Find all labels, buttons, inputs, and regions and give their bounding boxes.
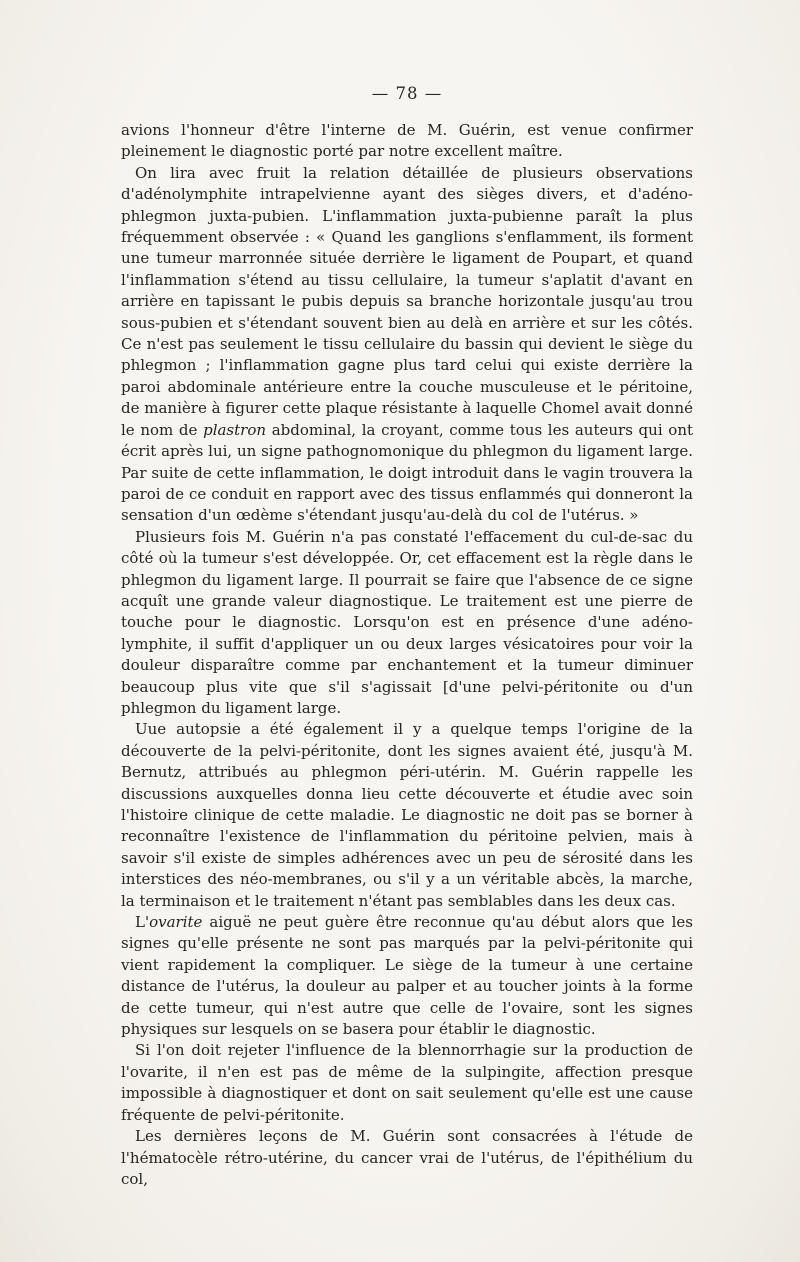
text-run: Uue autopsie a été également il y a quelque temps l'origine de la découverte de la pelvi-péritonite, dont les signes avaient été, jusqu'à M. Bernutz, attribués au phlegmon péri-utérin. M. Guérin rappelle les discussions auxquelles donna lieu cette découverte et étudie avec soin l'histoire clinique de cette maladie. Le diagnostic ne doit pas se borner à reconnaître l'existence de l'inflammation du péritoine pelvien, mais à savoir s'il existe de simples adhérences avec un peu de sérosité dans les interstices des néo-membranes, ou s'il y a un véritable abcès, la marche, la terminaison et le traitement n'étant pas semblables dans les deux cas. [121,720,693,910]
text-run: Plusieurs fois M. Guérin n'a pas constaté l'effacement du cul-de-sac du côté où la tumeur s'est développée. Or, cet effacement est la règle dans le phlegmon du ligament large. Il pourrait se faire que l'absence de ce signe acquît une grande valeur diagnostique. Le traitement est une pierre de touche pour le diagnostic. Lorsqu'on est en présence d'une adéno-lymphite, il suffit d'appliquer un ou deux larges vésicatoires pour voir la douleur disparaître comme par enchantement et la tumeur diminuer beaucoup plus vite que s'il s'agissait [d'une pelvi-péritonite ou d'un phlegmon du ligament large. [121,527,693,717]
text-run: aiguë ne peut guère être reconnue qu'au début alors que les signes qu'elle présente ne sont pas marqués par la pelvi-péritonite qui vient rapidement la compliquer. Le siège de la tumeur à une certaine distance de l'utérus, la douleur au palper et au toucher joints à la forme de cette tumeur, qui n'est autre que celle de l'ovaire, sont les signes physiques sur lesquels on se basera pour établir le diagnostic. [121,913,693,1039]
paragraph [121,1126,693,1190]
italic-text: ovarite [149,913,203,932]
text-run: abdominal, la croyant, comme tous les auteurs qui ont écrit après lui, un signe pathognomonique du phlegmon du ligament large. Par suite de cette inflammation, le doigt introduit dans le vagin trouvera la paroi de ce conduit en rapport avec des tissus enflammés qui donneront la sensation d'un œdème s'étendant jusqu'au-delà du col de l'utérus. » [121,420,694,525]
text-run: Les dernières leçons de M. Guérin sont consacrées à l'étude de l'hématocèle rétro-utérine, du cancer vrai de l'utérus, de l'épithélium du col, [121,1127,693,1188]
text-run: avions l'honneur d'être l'interne de M. Guérin, est venue confirmer pleinement le diagnostic porté par notre excellent maître. [121,121,693,161]
text-run: On lira avec fruit la relation détaillée de plusieurs observations d'adénolymphite intrapelvienne ayant des sièges divers, et d'adéno-phlegmon juxta-pubien. L'inflammation juxta-pubienne paraît la plus fréquemment observée : « Quand les ganglions s'enflamment, ils forment une tumeur marronnée située derrière le ligament de Poupart, et quand l'inflammation s'étend au tissu cellulaire, la tumeur s'aplatit d'avant en arrière en tapissant le pubis depuis sa branche horizontale jusqu'au trou sous-pubien et s'étendant souvent bien au delà en arrière et sur les côtés. Ce n'est pas seulement le tissu cellulaire du bassin qui devient le siège du phlegmon ; l'inflammation gagne plus tard celui qui existe derrière la paroi abdominale antérieure entre la couche musculeuse et le péritoine, de manière à figurer cette plaque résistante à laquelle Chomel avait donné le nom de [121,163,693,439]
paragraph [121,719,693,912]
page-content [121,84,693,1190]
paragraph [121,163,693,527]
text-run: L' [135,913,150,932]
text-block [121,120,693,1190]
text-run: Si l'on doit rejeter l'influence de la blennorrhagie sur la production de l'ovarite, il n'en est pas de même de la sulpingite, affection presque impossible à diagnostiquer et dont on sait seulement qu'elle est une cause fréquente de pelvi-péritonite. [121,1041,693,1124]
paragraph [121,120,693,163]
page-number: — 78 — [371,84,443,103]
italic-text: plastron [203,420,267,439]
paragraph [121,1040,693,1126]
paragraph [121,912,693,1040]
paragraph [121,527,693,720]
